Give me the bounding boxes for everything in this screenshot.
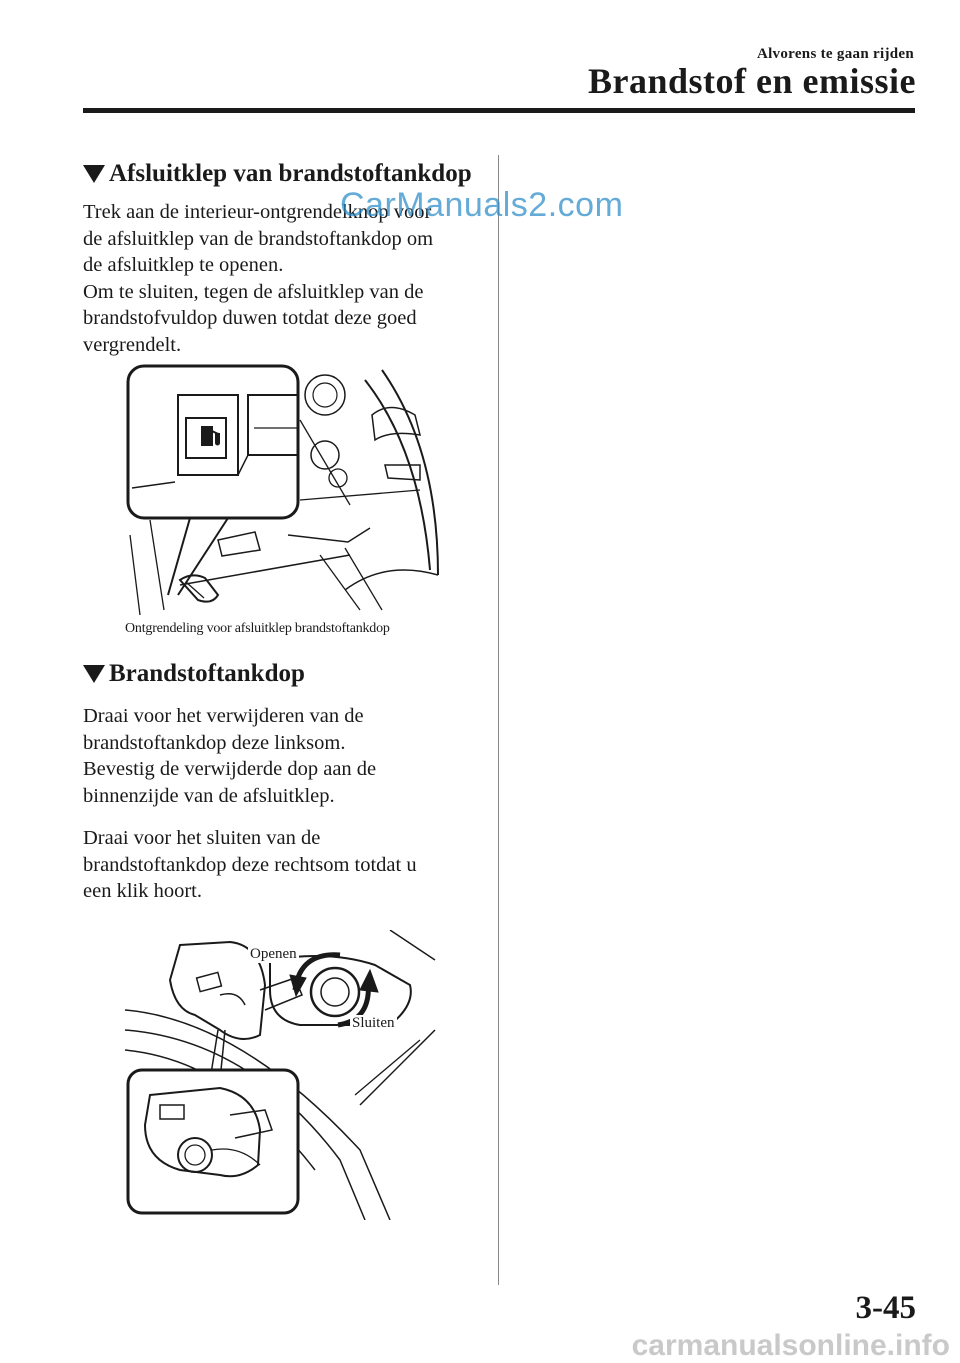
text-line: binnenzijde van de afsluitklep. bbox=[83, 784, 335, 807]
text-line: Draai voor het verwijderen van de bbox=[83, 705, 364, 727]
fuel-cap-remove-paragraph bbox=[83, 703, 488, 809]
label-open: Openen bbox=[250, 946, 297, 962]
chapter-title: Alvorens te gaan rijden bbox=[756, 46, 914, 62]
page-number: 3-45 bbox=[855, 1290, 916, 1326]
text-line: de afsluitklep te openen. bbox=[83, 254, 284, 276]
heading-fuel-lid bbox=[83, 160, 472, 188]
text-line: vergrendelt. bbox=[83, 333, 182, 356]
text-line: brandstoftankdop deze rechtsom totdat u bbox=[83, 853, 417, 876]
fuel-cap-illustration bbox=[120, 930, 440, 1220]
label-close: Sluiten bbox=[352, 1015, 395, 1031]
heading-fuel-cap-text: Brandstoftankdop bbox=[109, 660, 305, 687]
footer-watermark: carmanualsonline.info bbox=[631, 1329, 950, 1362]
text-line: een klik hoort. bbox=[83, 880, 202, 902]
header-rule bbox=[83, 108, 915, 113]
text-line: de afsluitklep van de brandstoftankdop om bbox=[83, 227, 434, 250]
fuel-lid-release-illustration bbox=[120, 360, 440, 625]
column-divider bbox=[498, 155, 499, 1285]
figure-caption-release: Ontgrendeling voor afsluitklep brandstoftankdop bbox=[125, 621, 390, 636]
text-line: Bevestig de verwijderde dop aan de bbox=[83, 758, 377, 780]
text-line: Trek aan de interieur-ontgrendelknop voor bbox=[83, 201, 432, 223]
heading-fuel-cap bbox=[83, 660, 305, 688]
text-line: Draai voor het sluiten van de bbox=[83, 827, 321, 849]
text-line: brandstofvuldop duwen totdat deze goed bbox=[83, 307, 417, 329]
triangle-bullet-icon bbox=[83, 665, 105, 683]
watermark: CarManuals2.com bbox=[340, 186, 624, 224]
heading-fuel-lid-text: Afsluitklep van brandstoftankdop bbox=[109, 160, 472, 187]
section-title: Brandstof en emissie bbox=[588, 61, 916, 101]
triangle-bullet-icon bbox=[83, 165, 105, 183]
text-line: brandstoftankdop deze linksom. bbox=[83, 731, 346, 754]
fuel-cap-close-paragraph bbox=[83, 825, 488, 905]
text-line: Om te sluiten, tegen de afsluitklep van de bbox=[83, 280, 424, 303]
